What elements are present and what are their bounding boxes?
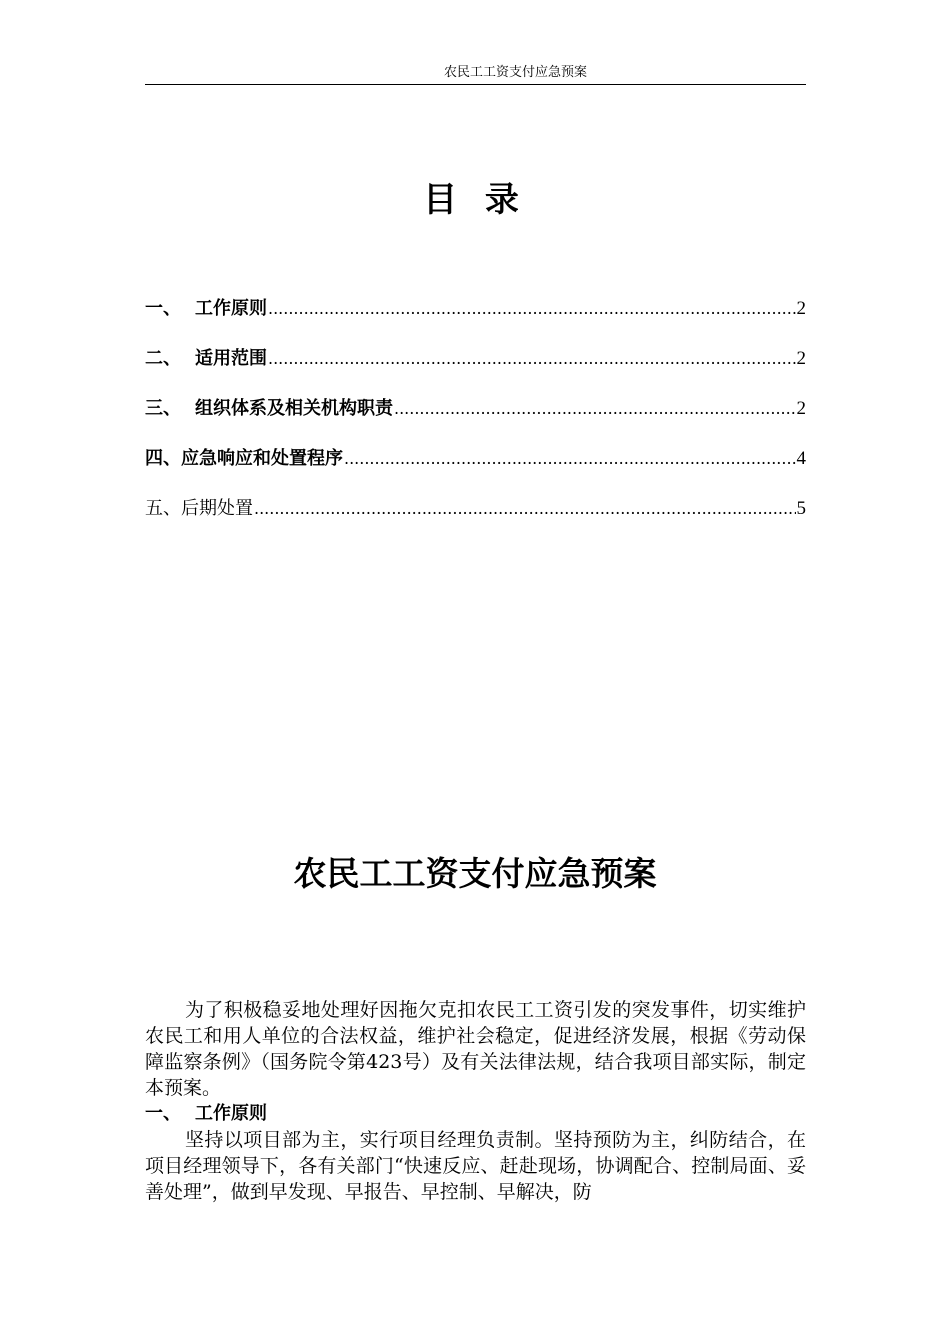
toc-page-number: 5 [796, 498, 806, 519]
toc-entry-label: 一、 工作原则 [145, 298, 267, 319]
toc-entry[interactable] [145, 346, 806, 396]
header-divider [145, 84, 806, 85]
toc-entry-label: 四、应急响应和处置程序 [145, 448, 343, 469]
toc-entry[interactable] [145, 296, 806, 346]
toc-entry-label: 二、 适用范围 [145, 348, 267, 369]
toc-leader-dots [254, 496, 796, 522]
section-paragraph: 坚持以项目部为主，实行项目经理负责制。坚持预防为主，纠防结合，在项目经理领导下，各有关部门“快速反应、赶赴现场，协调配合、控制局面、妥善处理”，做到早发现、早报告、早控制、早解决，防 [145, 1129, 806, 1203]
toc-leader-dots [268, 346, 796, 372]
document-title: 农民工工资支付应急预案 [293, 854, 657, 893]
toc-page-number: 4 [796, 448, 806, 469]
toc-entry-label: 五、后期处置 [145, 498, 253, 519]
toc-leader-dots [268, 296, 796, 322]
toc-entry[interactable] [145, 396, 806, 446]
toc-leader-dots [344, 446, 796, 472]
toc-entry[interactable] [145, 496, 806, 546]
intro-paragraph: 为了积极稳妥地处理好因拖欠克扣农民工工资引发的突发事件，切实维护农民工和用人单位的合法权益，维护社会稳定，促进经济发展，根据《劳动保障监察条例》（国务院令第423号）及有关法律法规，结合我项目部实际，制定本预案。 [145, 999, 806, 1099]
toc-page-number: 2 [796, 398, 806, 419]
document-body [145, 997, 806, 1205]
toc-page-number: 2 [796, 298, 806, 319]
section-heading: 一、 工作原则 [145, 1103, 267, 1124]
toc-entry-label: 三、 组织体系及相关机构职责 [145, 398, 393, 419]
toc-page-number: 2 [796, 348, 806, 369]
toc-leader-dots [394, 396, 796, 422]
toc-title: 目 录 [423, 180, 527, 220]
table-of-contents [145, 296, 806, 546]
toc-entry[interactable] [145, 446, 806, 496]
running-header: 农民工工资支付应急预案 [443, 65, 587, 80]
